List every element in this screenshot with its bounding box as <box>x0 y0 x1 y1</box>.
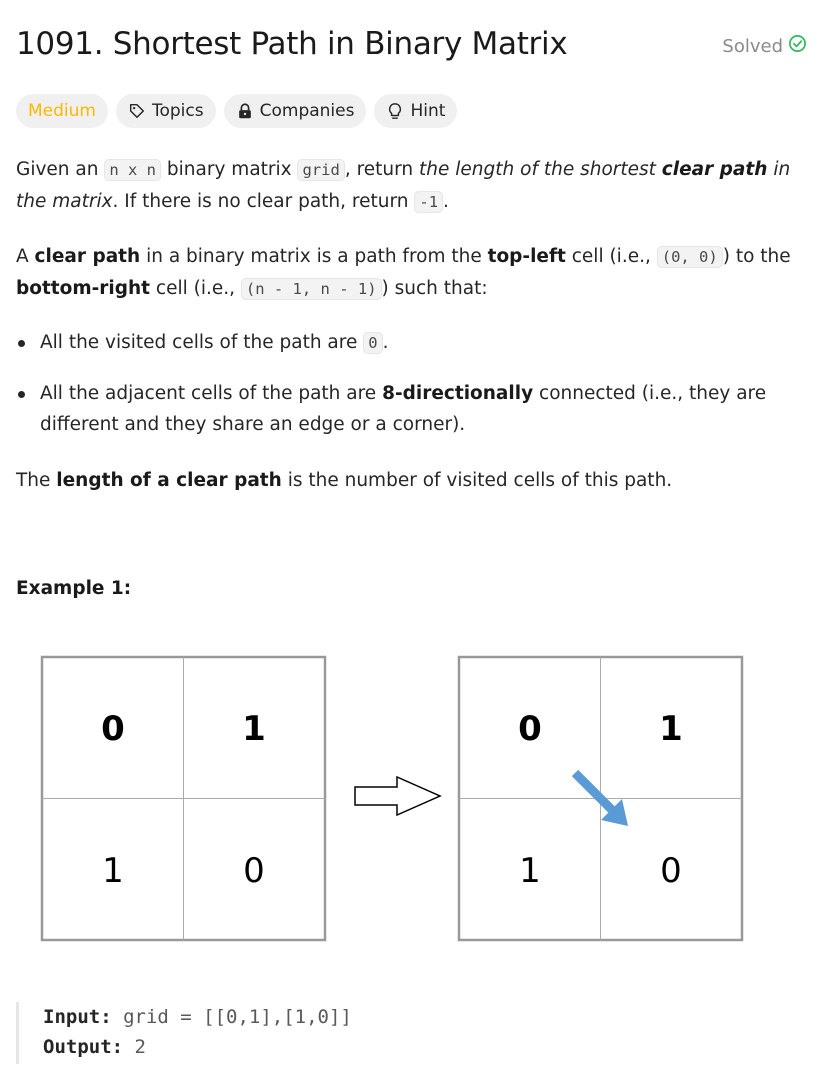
text: binary matrix <box>161 159 298 180</box>
text: All the visited cells of the path are <box>40 332 364 353</box>
example-figure <box>0 640 827 960</box>
bold-text: length of a clear path <box>56 470 282 491</box>
text: in a binary matrix is a path from the <box>140 246 488 267</box>
inline-code: n x n <box>104 159 161 181</box>
lightbulb-icon <box>386 102 404 120</box>
difficulty-badge: Medium <box>16 94 108 128</box>
input-value: grid = [[0,1],[1,0]] <box>123 1006 352 1028</box>
example-illustration <box>0 640 827 960</box>
left-grid <box>42 657 325 940</box>
input-line <box>43 1002 352 1032</box>
text: connected (i.e., they are different and they share an edge or a corner). <box>40 383 767 435</box>
companies-label: Companies <box>259 101 355 121</box>
right-grid <box>459 657 742 940</box>
text: All the adjacent cells of the path are <box>40 383 383 404</box>
example-io-block <box>16 1002 352 1064</box>
bold-text: bottom-right <box>16 278 151 299</box>
italic-text: the length of the shortest <box>419 159 662 180</box>
topics-button[interactable] <box>116 94 216 128</box>
grid-cell: 0 <box>243 851 265 891</box>
companies-button[interactable] <box>224 94 367 128</box>
grid-cell: 0 <box>101 709 125 749</box>
text: ) to the <box>722 246 791 267</box>
text: cell (i.e., <box>565 246 657 267</box>
italic-text: in the matrix <box>16 159 791 212</box>
text: ) such that: <box>381 278 488 299</box>
problem-header <box>16 24 811 72</box>
bold-italic-text: clear path <box>661 159 768 180</box>
solved-label: Solved <box>722 35 783 57</box>
output-value: 2 <box>134 1036 146 1058</box>
tag-bar <box>16 94 457 128</box>
bold-text: 8-directionally <box>382 383 534 404</box>
grid-cell: 1 <box>519 851 541 891</box>
inline-code: grid <box>297 159 344 181</box>
transform-arrow-icon <box>355 777 440 815</box>
text: , return <box>344 159 420 180</box>
hint-label: Hint <box>410 101 446 121</box>
input-label: Input: <box>43 1006 112 1028</box>
tag-icon <box>128 102 146 120</box>
lock-icon <box>236 102 254 120</box>
condition-list <box>16 327 806 459</box>
solved-status <box>722 34 807 58</box>
hint-button[interactable] <box>374 94 457 128</box>
grid-cell: 0 <box>518 709 542 749</box>
list-item <box>16 378 806 440</box>
bold-text: top-left <box>487 246 566 267</box>
bold-text: clear path <box>34 246 141 267</box>
text: Given an <box>16 159 105 180</box>
text: is the number of visited cells of this path. <box>281 470 673 491</box>
grid-cell: 1 <box>659 709 683 749</box>
inline-code: (n - 1, n - 1) <box>241 278 382 300</box>
inline-code: (0, 0) <box>657 246 723 268</box>
text: cell (i.e., <box>150 278 241 299</box>
grid-cell: 1 <box>102 851 124 891</box>
inline-code: -1 <box>414 191 443 213</box>
description-paragraph-1 <box>16 154 796 218</box>
output-line <box>43 1032 352 1062</box>
list-item <box>16 327 806 359</box>
output-label: Output: <box>43 1036 124 1058</box>
inline-code: 0 <box>363 332 382 354</box>
check-circle-icon <box>788 34 807 58</box>
grid-cell: 0 <box>660 851 682 891</box>
topics-label: Topics <box>151 101 204 121</box>
text: A <box>16 246 35 267</box>
text: The <box>16 470 57 491</box>
text: . <box>443 191 449 212</box>
text: . If there is no clear path, return <box>112 191 415 212</box>
grid-cell: 1 <box>242 709 266 749</box>
description-paragraph-3 <box>16 465 796 496</box>
text: . <box>382 332 389 353</box>
problem-title[interactable]: 1091. Shortest Path in Binary Matrix <box>16 26 568 62</box>
example-title: Example 1: <box>16 578 132 599</box>
description-paragraph-2 <box>16 241 796 305</box>
